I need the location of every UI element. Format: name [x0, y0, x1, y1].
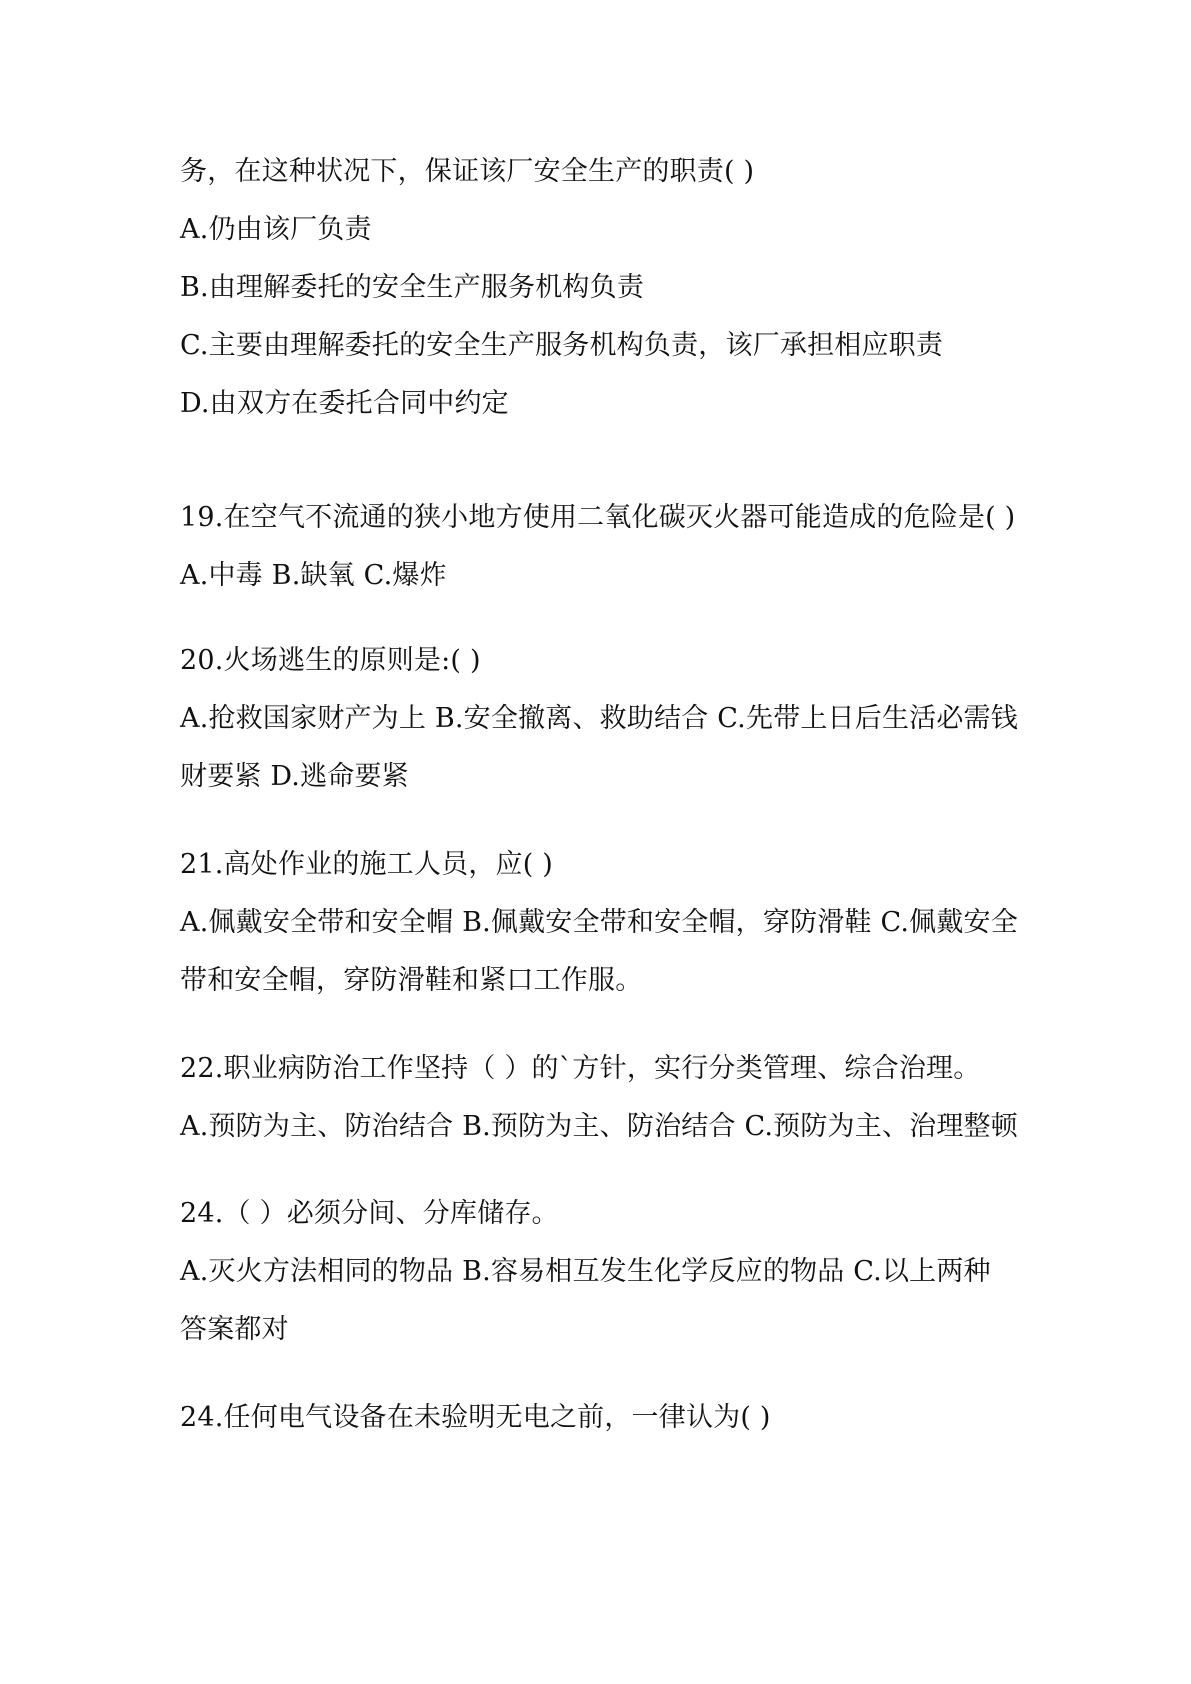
question-20-options-line-2: 财要紧 D.逃命要紧 [180, 761, 409, 792]
question-21-stem: 21.高处作业的施工人员，应( ) [180, 849, 553, 880]
question-20-options-line-1: A.抢救国家财产为上 B.安全撤离、救助结合 C.先带上日后生活必需钱 [180, 703, 1018, 734]
question-24b-stem: 24.任何电气设备在未验明无电之前，一律认为( ) [180, 1402, 771, 1433]
question-18-option-b: B.由理解委托的安全生产服务机构负责 [180, 272, 645, 303]
question-20-stem: 20.火场逃生的原则是:( ) [180, 645, 481, 676]
question-21-options-line-1: A.佩戴安全带和安全帽 B.佩戴安全带和安全帽，穿防滑鞋 C.佩戴安全 [180, 907, 1018, 938]
question-24a-options-line-1: A.灭火方法相同的物品 B.容易相互发生化学反应的物品 C.以上两种 [180, 1256, 991, 1287]
question-19-options: A.中毒 B.缺氧 C.爆炸 [180, 560, 447, 591]
question-18-option-d: D.由双方在委托合同中约定 [180, 388, 509, 419]
question-18-option-a: A.仍由该厂负责 [180, 214, 372, 245]
question-18-option-c: C.主要由理解委托的安全生产服务机构负责，该厂承担相应职责 [180, 330, 944, 361]
question-24a-stem: 24.（ ）必须分间、分库储存。 [180, 1198, 559, 1229]
question-24a-options-line-2: 答案都对 [180, 1314, 289, 1345]
question-19-stem: 19.在空气不流通的狭小地方使用二氧化碳灭火器可能造成的危险是( ) [180, 502, 1016, 533]
question-21-options-line-2: 带和安全帽，穿防滑鞋和紧口工作服。 [180, 965, 643, 996]
question-22-options: A.预防为主、防治结合 B.预防为主、防治结合 C.预防为主、治理整顿 [180, 1111, 1018, 1142]
question-22-stem: 22.职业病防治工作坚持（ ）的`方针，实行分类管理、综合治理。 [180, 1053, 981, 1084]
question-18-stem-continued: 务，在这种状况下，保证该厂安全生产的职责( ) [180, 156, 755, 187]
